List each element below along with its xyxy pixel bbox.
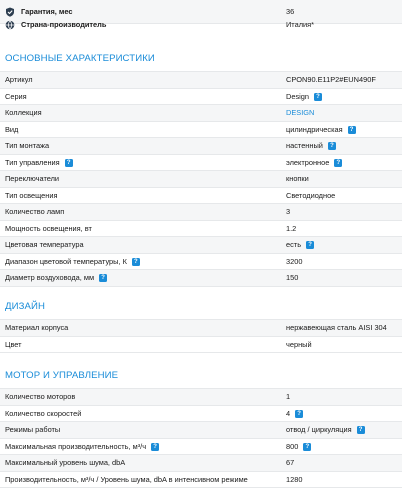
spec-label: Тип монтажа <box>5 141 50 150</box>
help-icon[interactable]: ? <box>99 274 107 282</box>
spec-value: 36 <box>286 7 295 16</box>
spec-row <box>0 320 402 337</box>
help-icon[interactable]: ? <box>132 258 140 266</box>
spec-row <box>0 439 402 456</box>
spec-label: Диапазон цветовой температуры, К <box>5 256 127 266</box>
spec-row <box>0 122 402 139</box>
spec-label: Коллекция <box>5 108 42 117</box>
spec-label: Максимальный уровень шума, dbA <box>5 458 126 467</box>
spec-row <box>0 105 402 122</box>
spec-row <box>0 389 402 406</box>
spec-value: 800 <box>286 441 299 451</box>
spec-value: кнопки <box>286 174 309 183</box>
spec-label: Цветовая температура <box>5 240 84 249</box>
globe-icon <box>5 20 15 30</box>
spec-value: 1.2 <box>286 223 297 233</box>
spec-label: Серия <box>5 91 27 101</box>
spec-value: 1280 <box>286 474 303 484</box>
spec-value: 67 <box>286 458 295 467</box>
spec-row <box>0 72 402 89</box>
spec-label: Количество ламп <box>5 207 65 216</box>
spec-row <box>0 422 402 439</box>
spec-value: 150 <box>286 273 299 282</box>
help-icon[interactable]: ? <box>151 443 159 451</box>
spec-row <box>0 406 402 423</box>
spec-value: 3 <box>286 207 291 216</box>
spec-value: Италия* <box>286 20 315 29</box>
spec-value: нержавеющая сталь AISI 304 <box>286 323 387 332</box>
spec-label: Материал корпуса <box>5 323 69 332</box>
spec-label: Цвет <box>5 339 22 349</box>
spec-label: Режимы работы <box>5 425 61 434</box>
help-icon[interactable]: ? <box>334 159 342 167</box>
spec-row <box>0 138 402 155</box>
spec-row <box>0 171 402 188</box>
spec-value: отвод / циркуляция <box>286 425 352 434</box>
spec-row-country <box>0 13 402 37</box>
spec-value: электронное <box>286 157 330 167</box>
spec-value: Design <box>286 91 310 101</box>
help-icon[interactable]: ? <box>303 443 311 451</box>
section-title-motor: МОТОР И УПРАВЛЕНИЕ <box>5 370 119 381</box>
spec-row <box>0 472 402 489</box>
spec-row <box>0 270 402 287</box>
spec-row <box>0 221 402 238</box>
spec-label: Диаметр воздуховода, мм <box>5 273 95 282</box>
spec-label: Тип управления <box>5 157 60 167</box>
spec-row <box>0 204 402 221</box>
spec-value: Светодиодное <box>286 190 336 200</box>
spec-value: настенный <box>286 141 323 150</box>
spec-value: 3200 <box>286 256 303 266</box>
spec-label: Количество скоростей <box>5 408 82 418</box>
collection-link[interactable]: DESIGN <box>286 108 315 117</box>
spec-value: цилиндрическая <box>286 124 343 134</box>
help-icon[interactable]: ? <box>328 142 336 150</box>
spec-label: Количество моторов <box>5 392 76 401</box>
spec-value: CPON90.E11P2#EUN490F <box>286 75 376 84</box>
spec-label: Гарантия, мес <box>21 7 73 16</box>
spec-label: Вид <box>5 124 19 134</box>
spec-row <box>0 337 402 354</box>
spec-row <box>0 254 402 271</box>
section-title-design: ДИЗАЙН <box>5 301 46 312</box>
spec-label: Переключатели <box>5 174 60 183</box>
spec-row <box>0 155 402 172</box>
spec-row <box>0 455 402 472</box>
help-icon[interactable]: ? <box>65 159 73 167</box>
spec-value: 4 <box>286 408 291 418</box>
spec-row <box>0 89 402 106</box>
spec-value: есть <box>286 240 302 249</box>
spec-row <box>0 237 402 254</box>
help-icon[interactable]: ? <box>314 93 322 101</box>
spec-row <box>0 188 402 205</box>
help-icon[interactable]: ? <box>348 126 356 134</box>
spec-label: Максимальная производительность, м³/ч <box>5 441 147 451</box>
help-icon[interactable]: ? <box>295 410 303 418</box>
spec-value: черный <box>286 339 312 349</box>
spec-label: Артикул <box>5 75 33 84</box>
spec-label: Страна-производитель <box>21 20 107 29</box>
spec-value: 1 <box>286 392 291 401</box>
section-title-main: ОСНОВНЫЕ ХАРАКТЕРИСТИКИ <box>5 53 155 64</box>
spec-label: Производительность, м³/ч / Уровень шума, dbA в интенсивном режиме <box>5 474 248 484</box>
spec-label: Мощность освещения, вт <box>5 223 92 233</box>
help-icon[interactable]: ? <box>306 241 314 249</box>
help-icon[interactable]: ? <box>357 426 365 434</box>
spec-label: Тип освещения <box>5 190 58 200</box>
